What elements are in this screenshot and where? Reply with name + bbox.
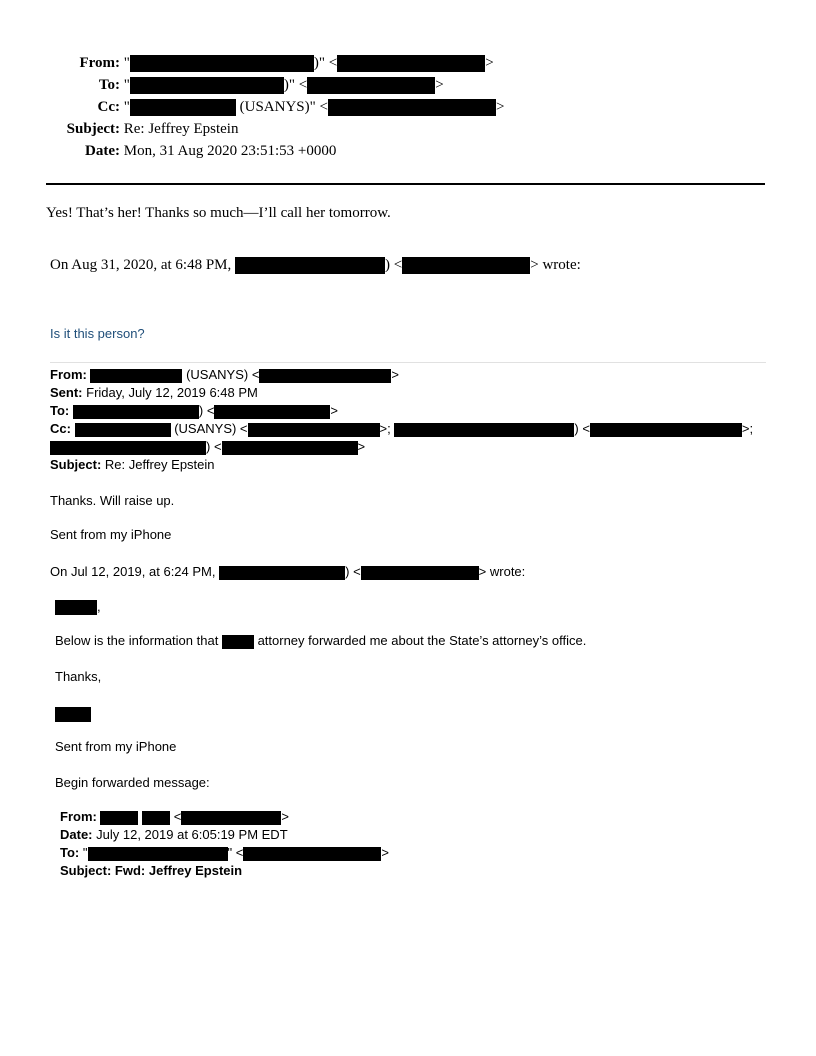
redaction-box <box>88 847 228 861</box>
header-from-mid: )" < <box>313 55 338 71</box>
inner-begin-forwarded: Begin forwarded message: <box>55 775 210 790</box>
forwarded-to-end: > <box>381 845 389 860</box>
header-cc-quote: " <box>123 99 130 115</box>
quoted-from-row <box>50 367 399 383</box>
forwarded-date-value: July 12, 2019 at 6:05:19 PM EDT <box>96 827 288 842</box>
quoted-sent-label: Sent: <box>50 385 83 400</box>
forwarded-to-open: " <box>82 845 88 860</box>
header-subject-value: Re: Jeffrey Epstein <box>123 121 239 137</box>
quoted-subject-value: Re: Jeffrey Epstein <box>104 457 215 472</box>
header-cc-end: > <box>495 99 505 115</box>
reply-quote-intro <box>50 257 581 274</box>
redaction-box <box>394 423 574 437</box>
quoted-cc-line2-end: > <box>357 439 366 454</box>
header-cc-label: Cc: <box>97 99 120 115</box>
quote-intro-end: > wrote: <box>530 257 581 273</box>
header-to-label: To: <box>98 77 120 93</box>
redaction-box <box>50 441 206 455</box>
redaction-box <box>55 600 97 615</box>
redaction-box <box>337 55 485 72</box>
header-cc-row <box>0 96 504 118</box>
redaction-box <box>361 566 479 580</box>
quote-intro-mid: ) < <box>385 257 403 273</box>
quoted-cc-end2: >; <box>741 421 754 436</box>
redaction-box <box>100 811 138 825</box>
quoted-wrote-mid: ) < <box>345 564 361 579</box>
forwarded-subject-row <box>60 863 242 878</box>
forwarded-subject-value: Fwd: Jeffrey Epstein <box>114 863 243 878</box>
quoted-to-row <box>50 403 338 419</box>
redaction-box <box>90 369 182 383</box>
header-to-row <box>0 74 444 96</box>
inner-info-before: Below is the information that <box>55 633 219 648</box>
redaction-box <box>222 441 358 455</box>
forwarded-to-label: To: <box>60 845 80 860</box>
quoted-to-mid: ) < <box>198 403 215 418</box>
quoted-wrote-end: > wrote: <box>478 564 526 579</box>
header-date-row <box>0 140 336 162</box>
quote-intro-text: On Aug 31, 2020, at 6:48 PM, <box>50 257 232 273</box>
redaction-box <box>181 811 281 825</box>
inner-info-after: attorney forwarded me about the State’s attorney’s office. <box>257 633 587 648</box>
header-from-end: > <box>485 55 494 71</box>
header-subject-row <box>0 118 238 140</box>
inner-greeting-comma: , <box>97 599 101 614</box>
redaction-box <box>130 99 236 116</box>
quoted-subject-row <box>50 457 215 472</box>
redaction-box <box>402 257 530 274</box>
quoted-cc-row-2 <box>50 439 365 455</box>
redaction-box <box>590 423 742 437</box>
header-from-label: From: <box>79 55 120 71</box>
quoted-from-mid: (USANYS) < <box>186 367 260 382</box>
redaction-box <box>243 847 381 861</box>
quoted-from-end: > <box>391 367 400 382</box>
redaction-box <box>328 99 496 116</box>
quoted-sent-value: Friday, July 12, 2019 6:48 PM <box>86 385 258 400</box>
forwarded-to-mid: " < <box>227 845 244 860</box>
inner-greeting <box>55 599 101 615</box>
redaction-box <box>214 405 330 419</box>
inner-thanks: Thanks, <box>55 669 102 684</box>
forwarded-subject-label: Subject: <box>60 863 112 878</box>
quoted-cc-end1: >; <box>379 421 391 436</box>
inner-info-row <box>55 633 586 649</box>
quoted-body-1: Thanks. Will raise up. <box>50 493 175 508</box>
quoted-wrote-row <box>50 564 525 580</box>
forwarded-from-label: From: <box>60 809 97 824</box>
quoted-cc-mid2: ) < <box>574 421 590 436</box>
redaction-box <box>73 405 199 419</box>
header-to-quote: " <box>123 77 130 93</box>
header-divider <box>46 183 765 185</box>
redaction-box <box>219 566 345 580</box>
header-subject-label: Subject: <box>66 121 120 137</box>
redaction-box <box>130 55 314 72</box>
header-from-quote: " <box>123 55 130 71</box>
redaction-box <box>142 811 170 825</box>
redaction-box <box>259 369 391 383</box>
quoted-to-end: > <box>330 403 339 418</box>
forwarded-from-mid: < <box>173 809 182 824</box>
quoted-wrote-intro: On Jul 12, 2019, at 6:24 PM, <box>50 564 216 579</box>
quoted-question: Is it this person? <box>50 326 145 341</box>
forwarded-from-row <box>60 809 289 825</box>
header-date-label: Date: <box>85 143 120 159</box>
forwarded-date-label: Date: <box>60 827 93 842</box>
inner-sent-from: Sent from my iPhone <box>55 739 177 754</box>
header-cc-mid: (USANYS)" < <box>239 99 328 115</box>
header-to-end: > <box>435 77 444 93</box>
quoted-divider <box>50 362 766 363</box>
redaction-box <box>235 257 385 274</box>
quoted-cc-line2-mid: ) < <box>206 439 222 454</box>
redaction-box <box>248 423 380 437</box>
forwarded-to-row <box>60 845 389 861</box>
redaction-box <box>55 707 91 722</box>
redaction-box <box>130 77 284 94</box>
forwarded-date-row <box>60 827 288 842</box>
redaction-box <box>222 635 254 649</box>
quoted-cc-mid1: (USANYS) < <box>174 421 248 436</box>
inner-signature <box>55 706 91 722</box>
header-to-mid: )" < <box>283 77 308 93</box>
header-date-value: Mon, 31 Aug 2020 23:51:53 +0000 <box>123 143 337 159</box>
redaction-box <box>75 423 171 437</box>
quoted-sent-row <box>50 385 258 400</box>
header-from-row <box>0 52 494 74</box>
forwarded-from-end: > <box>281 809 289 824</box>
redaction-box <box>307 77 435 94</box>
quoted-cc-label: Cc: <box>50 421 71 436</box>
quoted-body-2: Sent from my iPhone <box>50 527 172 542</box>
quoted-cc-row <box>50 421 753 437</box>
quoted-to-label: To: <box>50 403 70 418</box>
reply-text: Yes! That’s her! Thanks so much—I’ll call her tomorrow. <box>46 205 391 221</box>
quoted-subject-label: Subject: <box>50 457 102 472</box>
quoted-from-label: From: <box>50 367 87 382</box>
